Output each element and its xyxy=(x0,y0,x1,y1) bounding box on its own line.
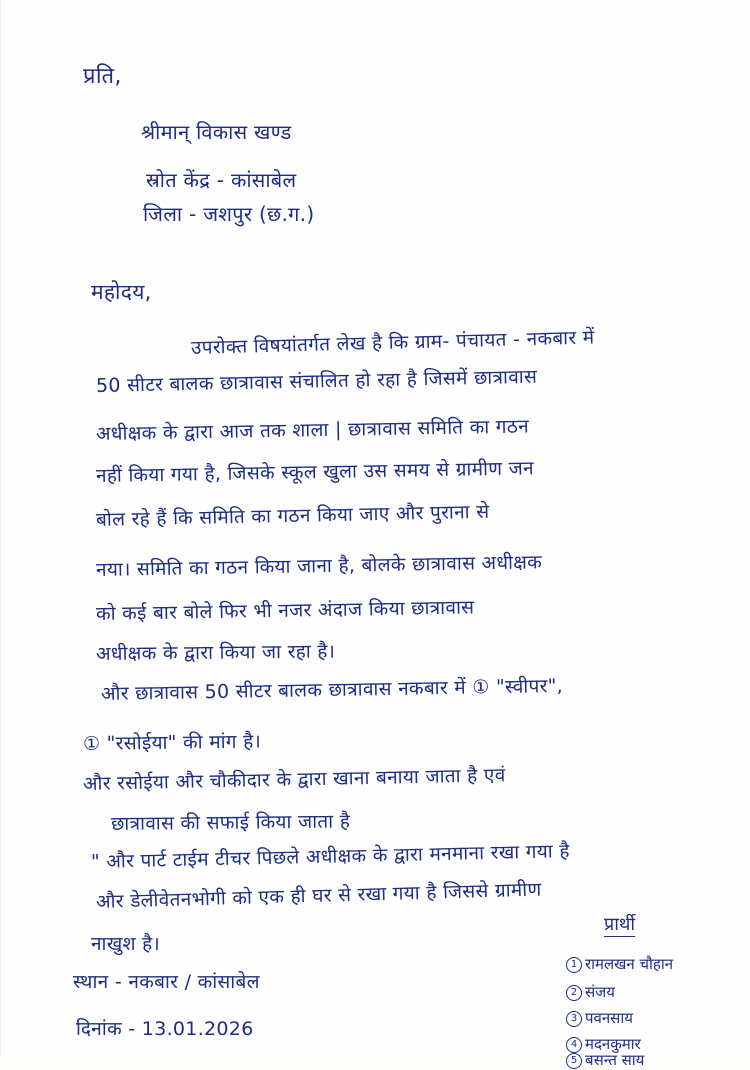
body-line: नाखुश है। xyxy=(91,933,161,955)
body-line: और छात्रावास 50 सीटर बालक छात्रावास नकबार में ① "स्वीपर", xyxy=(100,674,564,705)
body-line: बोल रहे हैं कि समिति का गठन किया जाए और पुराना से xyxy=(95,500,490,531)
applicant-number: 4 xyxy=(566,1037,582,1053)
applicant-item xyxy=(566,1050,644,1070)
body-line: नहीं किया गया है, जिसके स्कूल खुला उस समय से ग्रामीण जन xyxy=(95,457,535,487)
applicant-name: रामलखन चौहान xyxy=(585,955,674,973)
applicant-item xyxy=(566,1008,633,1028)
applicant-item xyxy=(566,954,673,974)
place-line: स्थान - नकबार / कांसाबेल xyxy=(73,971,260,993)
applicants-label: प्रार्थी xyxy=(604,914,636,935)
body-line: को कई बार बोले फिर भी नजर अंदाज किया छात्रावास xyxy=(95,596,475,625)
date-line: दिनांक - 13.01.2026 xyxy=(76,1018,254,1040)
body-line: " और पार्ट टाईम टीचर पिछले अधीक्षक के द्वारा मनमाना रखा गया है xyxy=(90,840,570,873)
applicant-name: पवनसाय xyxy=(585,1009,633,1027)
address-line-2: स्रोत केंद्र - कांसाबेल xyxy=(146,168,297,192)
address-line-3: जिला - जशपुर (छ.ग.) xyxy=(143,202,315,226)
applicant-number: 1 xyxy=(566,957,582,973)
salutation-to: प्रति, xyxy=(83,64,122,89)
body-line: और रसोईया और चौकीदार के द्वारा खाना बनाया जाता है एवं xyxy=(82,764,506,795)
body-line: 50 सीटर बालक छात्रावास संचालित हो रहा है जिसमें छात्रावास xyxy=(95,365,538,397)
body-line: छात्रावास की सफाई किया जाता है xyxy=(110,810,351,835)
applicant-number: 3 xyxy=(566,1011,582,1027)
address-line-1: श्रीमान् विकास खण्ड xyxy=(141,120,292,144)
body-line: अधीक्षक के द्वारा आज तक शाला | छात्रावास समिति का गठन xyxy=(95,415,530,445)
applicant-number: 2 xyxy=(566,985,582,1001)
body-line: नया। समिति का गठन किया जाना है, बोलके छात्रावास अधीक्षक xyxy=(95,551,543,581)
applicant-number: 5 xyxy=(566,1053,582,1069)
applicant-item xyxy=(566,982,615,1002)
applicant-name: संजय xyxy=(585,983,615,1001)
applicant-name: मदनकुमार xyxy=(585,1035,641,1053)
applicant-name: बसन्त साय xyxy=(585,1051,645,1069)
greeting: महोदय, xyxy=(91,280,152,304)
body-line: ① "रसोईया" की मांग है। xyxy=(82,730,262,755)
body-line: उपरोक्त विषयांतर्गत लेख है कि ग्राम- पंचायत - नकबार में xyxy=(190,326,595,359)
body-line: और डेलीवेतनभोगी को एक ही घर से रखा गया है जिससे ग्रामीण xyxy=(95,878,542,913)
body-line: अधीक्षक के द्वारा किया जा रहा है। xyxy=(95,640,336,665)
